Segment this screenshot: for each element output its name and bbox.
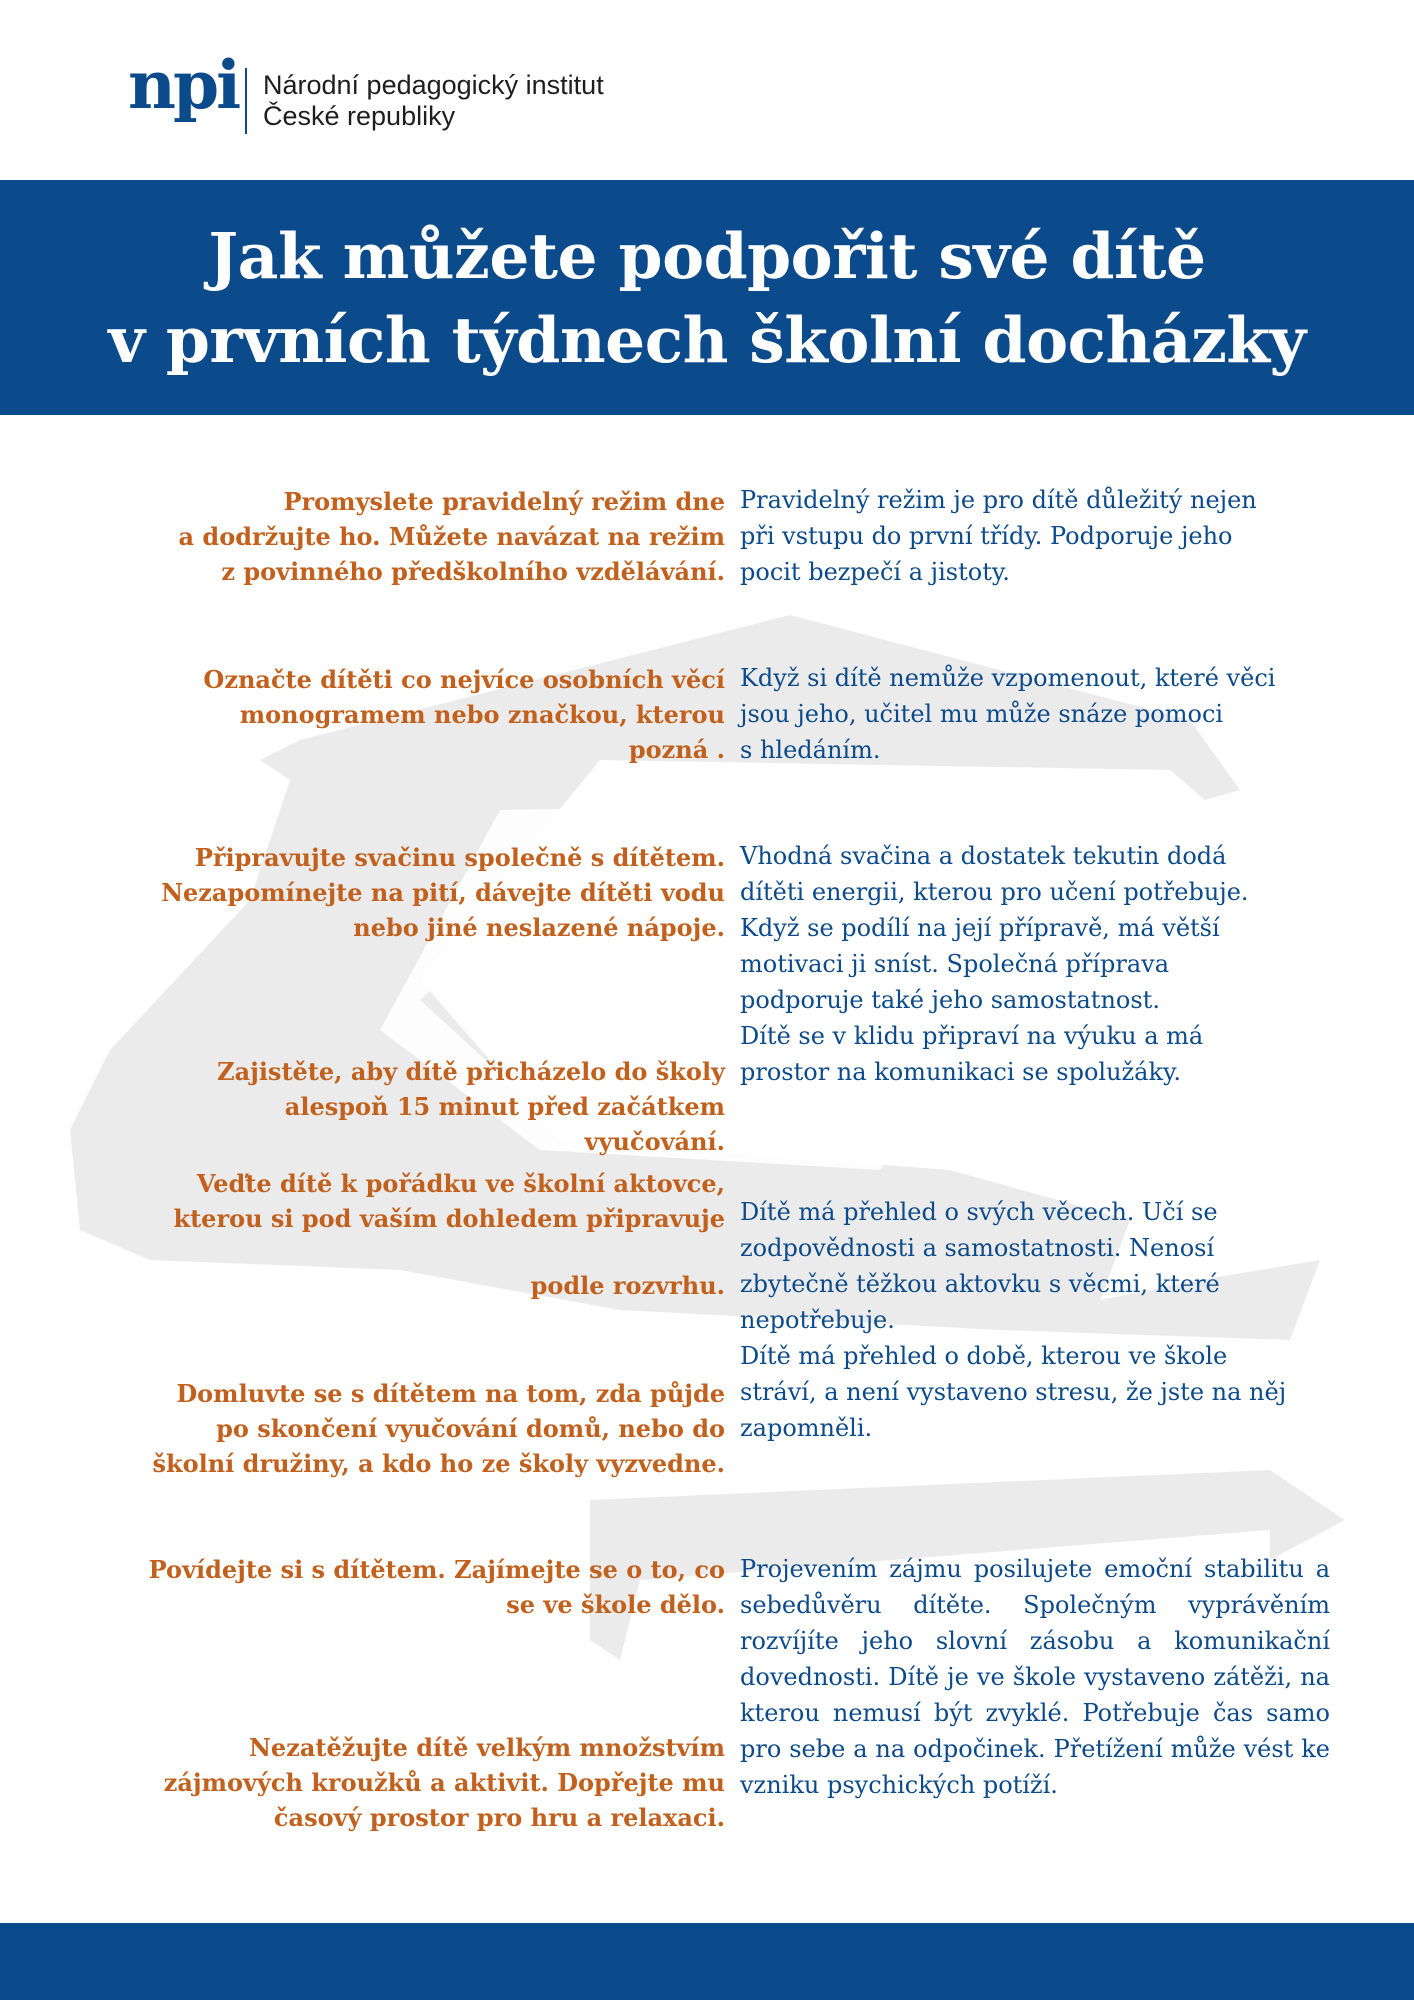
tip-line: po skončení vyučování domů, nebo do (216, 1414, 725, 1443)
tip-no-overload (100, 1730, 725, 1835)
reason-line: zbytečně těžkou aktovku s věcmi, které (740, 1270, 1220, 1298)
tip-after-school-plan (100, 1376, 725, 1481)
tip-talk-with-child (100, 1552, 725, 1622)
tip-line: školní družiny, a kdo ho ze školy vyzvedne. (152, 1449, 725, 1478)
logo-divider (245, 68, 247, 134)
reason-line: jsou jeho, učitel mu může snáze pomoci (740, 700, 1224, 728)
page-title-line2: v prvních týdnech školní docházky (108, 302, 1306, 377)
reason-talk-and-rest: Projevením zájmu posilujete emoční stabilitu a sebedůvěru dítěte. Společným vyprávěním rozvíjíte jeho slovní zásobu a komunikační dovednosti. Dítě je ve škole vystaveno zátěži, na kterou nemusí být zvyklé. Potřebuje čas samo pro sebe a na odpočinek. Přetížení může vést ke vzniku psychických potíží. (740, 1555, 1330, 1799)
footer-band (0, 1923, 1414, 2000)
page-title-line1: Jak můžete podpořit své dítě (208, 218, 1206, 293)
reason-line: Když se podílí na její přípravě, má větší (740, 914, 1220, 942)
reason-line: Dítě má přehled o době, kterou ve škole (740, 1342, 1228, 1370)
tip-line: Označte dítěti co nejvíce osobních věcí (203, 665, 725, 694)
reason-label-belongings (740, 660, 1360, 768)
institute-name (263, 70, 604, 132)
tip-label-belongings (100, 662, 725, 767)
tip-school-bag (100, 1166, 725, 1236)
reason-line: Když si dítě nemůže vzpomenout, které věci (740, 664, 1276, 692)
tip-line: monogramem nebo značkou, kterou (239, 700, 725, 729)
tip-line: z povinného předškolního vzdělávání. (221, 557, 725, 586)
reason-line: pocit bezpečí a jistoty. (740, 558, 1010, 586)
tip-line: Zajistěte, aby dítě přicházelo do školy (217, 1057, 725, 1086)
reason-line: motivaci ji sníst. Společná příprava (740, 950, 1170, 978)
reason-line: prostor na komunikaci se spolužáky. (740, 1058, 1182, 1086)
tip-snack-preparation (100, 840, 725, 945)
institute-name-line2: České republiky (263, 101, 456, 131)
tip-line: pozná . (628, 735, 725, 764)
reason-line: nepotřebuje. (740, 1306, 895, 1334)
tip-line: alespoň 15 minut před začátkem (284, 1092, 725, 1121)
title-band (0, 180, 1414, 415)
tip-line: Nezatěžujte dítě velkým množstvím (248, 1733, 725, 1762)
reason-line: Dítě se v klidu připraví na výuku a má (740, 1022, 1204, 1050)
reason-line: s hledáním. (740, 736, 881, 764)
tip-line: zájmových kroužků a aktivit. Dopřejte mu (163, 1768, 725, 1797)
tip-school-bag-continued (100, 1268, 725, 1303)
tip-line: nebo jiné neslazené nápoje. (353, 913, 725, 942)
reason-line: stráví, a není vystaveno stresu, že jste na něj (740, 1378, 1287, 1406)
reason-line: Dítě má přehled o svých věcech. Učí se (740, 1198, 1218, 1226)
reason-daily-routine (740, 482, 1360, 590)
reason-line: podporuje také jeho samostatnost. (740, 986, 1160, 1014)
tip-line: Domluvte se s dítětem na tom, zda půjde (176, 1379, 725, 1408)
institute-name-line1: Národní pedagogický institut (263, 70, 604, 100)
tip-line: Připravujte svačinu společně s dítětem. (194, 843, 725, 872)
tip-line: a dodržujte ho. Můžete navázat na režim (178, 522, 725, 551)
tip-line: časový prostor pro hru a relaxaci. (273, 1803, 725, 1832)
header (0, 0, 1414, 180)
reason-line: zodpovědnosti a samostatnosti. Nenosí (740, 1234, 1215, 1262)
reason-snack-and-arrival (740, 838, 1360, 1090)
reason-line: při vstupu do první třídy. Podporuje jeho (740, 522, 1233, 550)
reason-line: Vhodná svačina a dostatek tekutin dodá (740, 842, 1227, 870)
reason-line: dítěti energii, kterou pro učení potřebuje. (740, 878, 1249, 906)
tip-line: Povídejte si s dítětem. Zajímejte se o to, co (148, 1555, 725, 1584)
npi-logo[interactable]: npi (128, 46, 239, 124)
reason-bag-and-pickup (740, 1194, 1360, 1446)
tip-line: Promyslete pravidelný režim dne (283, 487, 725, 516)
reason-line: Pravidelný režim je pro dítě důležitý nejen (740, 486, 1257, 514)
tip-line: Veďte dítě k pořádku ve školní aktovce, (196, 1169, 725, 1198)
tip-line: vyučování. (584, 1127, 725, 1156)
reason-line: zapomněli. (740, 1414, 873, 1442)
tip-arrive-early (100, 1054, 725, 1159)
tip-daily-routine (100, 484, 725, 589)
tip-line: Nezapomínejte na pití, dávejte dítěti vodu (161, 878, 725, 907)
tip-line: se ve škole dělo. (506, 1590, 725, 1619)
tip-line: kterou si pod vaším dohledem připravuje (173, 1204, 725, 1233)
tip-line: podle rozvrhu. (530, 1271, 725, 1300)
